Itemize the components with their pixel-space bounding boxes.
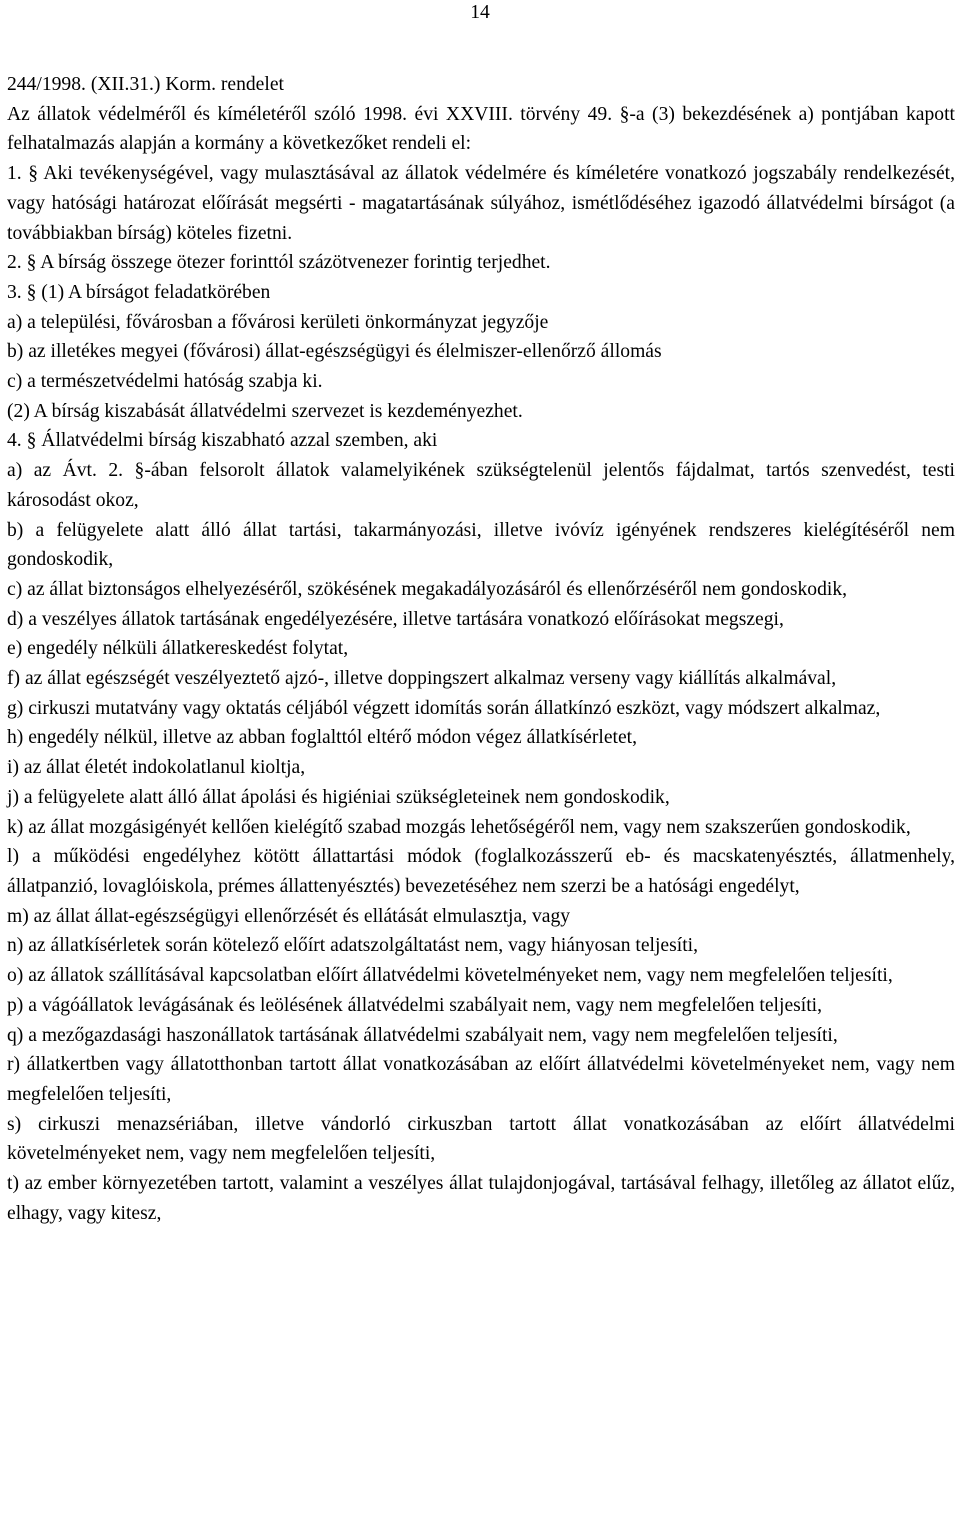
- section-4-item-n: n) az állatkísérletek során kötelező előírt adatszolgáltatást nem, vagy hiányosan teljesíti,: [7, 935, 698, 957]
- section-3-para-2: (2) A bírság kiszabását állatvédelmi szervezet is kezdeményezhet.: [7, 400, 523, 422]
- section-3-para-1: 3. § (1) A bírságot feladatkörében: [7, 281, 271, 303]
- section-3-item-a: a) a települési, fővárosban a fővárosi kerületi önkormányzat jegyzője: [7, 311, 549, 333]
- page-number: 14: [470, 2, 490, 23]
- section-2: 2. § A bírság összege ötezer forinttól százötvenezer forintig terjedhet.: [7, 252, 551, 274]
- section-4-item-e: e) engedély nélküli állatkereskedést folytat,: [7, 638, 349, 660]
- section-4-item-t: t) az ember környezetében tartott, valamint a veszélyes állat tulajdonjogával, tartásával felhagy, illetőleg az állatot elűz, elhagy, vagy kitesz,: [7, 1173, 955, 1224]
- section-4-item-f: f) az állat egészségét veszélyeztető ajzó-, illetve doppingszert alkalmaz verseny vagy kiállítás alkalmával,: [7, 668, 837, 690]
- section-4-item-r: r) állatkertben vagy állatotthonban tartott állat vonatkozásában az előírt állatvédelmi követelményeket nem, vagy nem megfelelően teljesíti,: [7, 1054, 955, 1105]
- section-4-item-l: l) a működési engedélyhez kötött állattartási módok (foglalkozásszerű eb- és macskatenyésztés, állatmenhely, állatpanzió, lovaglóiskola, prémes állattenyésztés) bevezetéséhez nem szerzi be a hatósági engedélyt,: [7, 846, 955, 897]
- section-4-item-b: b) a felügyelete alatt álló állat tartási, takarmányozási, illetve ivóvíz igényének rendszeres kielégítéséről nem gondoskodik,: [7, 519, 955, 571]
- section-4-item-m: m) az állat állat-egészségügyi ellenőrzését és ellátását elmulasztja, vagy: [7, 905, 571, 927]
- section-4-item-o: o) az állatok szállításával kapcsolatban előírt állatvédelmi követelményeket nem, vagy nem megfelelően teljesíti,: [7, 965, 893, 987]
- section-4-item-h: h) engedély nélkül, illetve az abban foglalttól eltérő módon végez állatkísérletet,: [7, 727, 638, 749]
- section-4-item-d: d) a veszélyes állatok tartásának engedélyezésére, illetve tartására vonatkozó előírásokat megszegi,: [7, 608, 784, 630]
- section-4-intro: 4. § Állatvédelmi bírság kiszabható azzal szemben, aki: [7, 430, 438, 452]
- section-4-item-c: c) az állat biztonságos elhelyezéséről, szökésének megakadályozásáról és ellenőrzéséről nem gondoskodik,: [7, 578, 848, 600]
- section-4-item-j: j) a felügyelete alatt álló állat ápolási és higiéniai szükségleteinek nem gondoskodik,: [7, 786, 670, 808]
- section-4-item-q: q) a mezőgazdasági haszonállatok tartásának állatvédelmi szabályait nem, vagy nem megfelelően teljesíti,: [7, 1024, 838, 1046]
- document-body: [7, 70, 955, 1228]
- preamble: Az állatok védelméről és kíméletéről szóló 1998. évi XXVIII. törvény 49. §-a (3) bekezdésének a) pontjában kapott felhatalmazás alapján a kormány a következőket rendeli el:: [7, 103, 955, 155]
- section-4-item-i: i) az állat életét indokolatlanul kioltja,: [7, 757, 306, 779]
- section-4-item-k: k) az állat mozgásigényét kellően kielégítő szabad mozgás lehetőségéről nem, vagy nem szakszerűen gondoskodik,: [7, 816, 911, 838]
- section-3-item-b: b) az illetékes megyei (fővárosi) állat-egészségügyi és élelmiszer-ellenőrző állomás: [7, 341, 662, 363]
- section-4-item-g: g) cirkuszi mutatvány vagy oktatás céljából végzett idomítás során állatkínzó eszközt, vagy módszert alkalmaz,: [7, 697, 881, 719]
- section-3-item-c: c) a természetvédelmi hatóság szabja ki.: [7, 371, 323, 393]
- section-4-item-p: p) a vágóállatok levágásának és leölésének állatvédelmi szabályait nem, vagy nem megfelelően teljesíti,: [7, 994, 822, 1016]
- decree-title: 244/1998. (XII.31.) Korm. rendelet: [7, 74, 284, 95]
- section-4-item-a: a) az Ávt. 2. §-ában felsorolt állatok valamelyikének szükségtelenül jelentős fájdalmat, tartós szenvedést, testi károsodást okoz,: [7, 460, 955, 511]
- section-1: 1. § Aki tevékenységével, vagy mulasztásával az állatok védelmére és kíméletére vonatkozó jogszabály rendelkezését, vagy hatósági határozat előírását megsérti - magatartásának súlyához, ismétlődéséhez igazodó állatvédelmi bírságot (a továbbiakban bírság) köteles fizetni.: [7, 163, 955, 244]
- section-4-item-s: s) cirkuszi menazsériában, illetve vándorló cirkuszban tartott állat vonatkozásában az előírt állatvédelmi követelményeket nem, vagy nem megfelelően teljesíti,: [7, 1113, 955, 1165]
